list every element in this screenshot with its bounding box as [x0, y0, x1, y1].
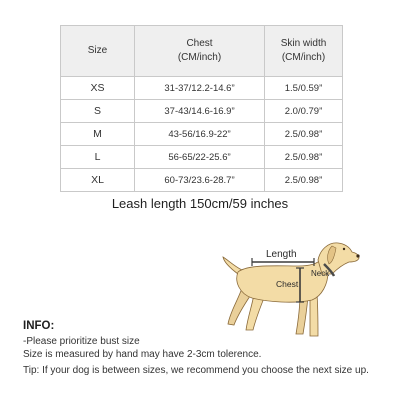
header-skin-unit: (CM/inch): [281, 52, 326, 63]
chest-cell: 60-73/23.6-28.7”: [135, 169, 265, 192]
size-cell: XS: [61, 77, 135, 100]
length-label: Length: [266, 249, 297, 260]
size-cell: S: [61, 100, 135, 123]
table-row: [61, 100, 343, 123]
skin-width-cell: 2.0/0.79”: [265, 100, 343, 123]
chest-cell: 31-37/12.2-14.6”: [135, 77, 265, 100]
neck-label: Neck: [311, 269, 330, 278]
leash-length-text: Leash length 150cm/59 inches: [111, 196, 289, 211]
info-bust-note: -Please prioritize bust size: [23, 336, 140, 347]
header-chest: [135, 26, 265, 77]
table-row: [61, 169, 343, 192]
header-skin-width: [265, 26, 343, 77]
dog-eye: [343, 248, 345, 250]
skin-width-cell: 2.5/0.98”: [265, 169, 343, 192]
info-title: INFO:: [23, 320, 55, 332]
size-cell: M: [61, 123, 135, 146]
chest-label: Chest: [276, 279, 299, 289]
table-row: [61, 123, 343, 146]
header-chest-title: Chest: [186, 38, 213, 49]
skin-width-cell: 2.5/0.98”: [265, 123, 343, 146]
size-cell: XL: [61, 169, 135, 192]
header-skin-title: Skin width: [280, 38, 327, 49]
chest-cell: 56-65/22-25.6”: [135, 146, 265, 169]
header-size-label: Size: [87, 45, 108, 56]
dog-nose: [356, 254, 359, 257]
table-header-row: [61, 26, 343, 77]
size-table: [60, 25, 343, 192]
table-row: [61, 146, 343, 169]
chest-cell: 37-43/14.6-16.9”: [135, 100, 265, 123]
info-size-tip: Tip: If your dog is between sizes, we recommend you choose the next size up.: [23, 365, 369, 376]
skin-width-cell: 2.5/0.98”: [265, 146, 343, 169]
info-tolerance-note: Size is measured by hand may have 2-3cm tolerence.: [23, 349, 262, 360]
header-chest-unit: (CM/inch): [177, 52, 222, 63]
skin-width-cell: 1.5/0.59”: [265, 77, 343, 100]
header-size: [61, 26, 135, 77]
table-row: [61, 77, 343, 100]
dog-measurement-illustration: [218, 238, 378, 346]
size-cell: L: [61, 146, 135, 169]
chest-cell: 43-56/16.9-22”: [135, 123, 265, 146]
